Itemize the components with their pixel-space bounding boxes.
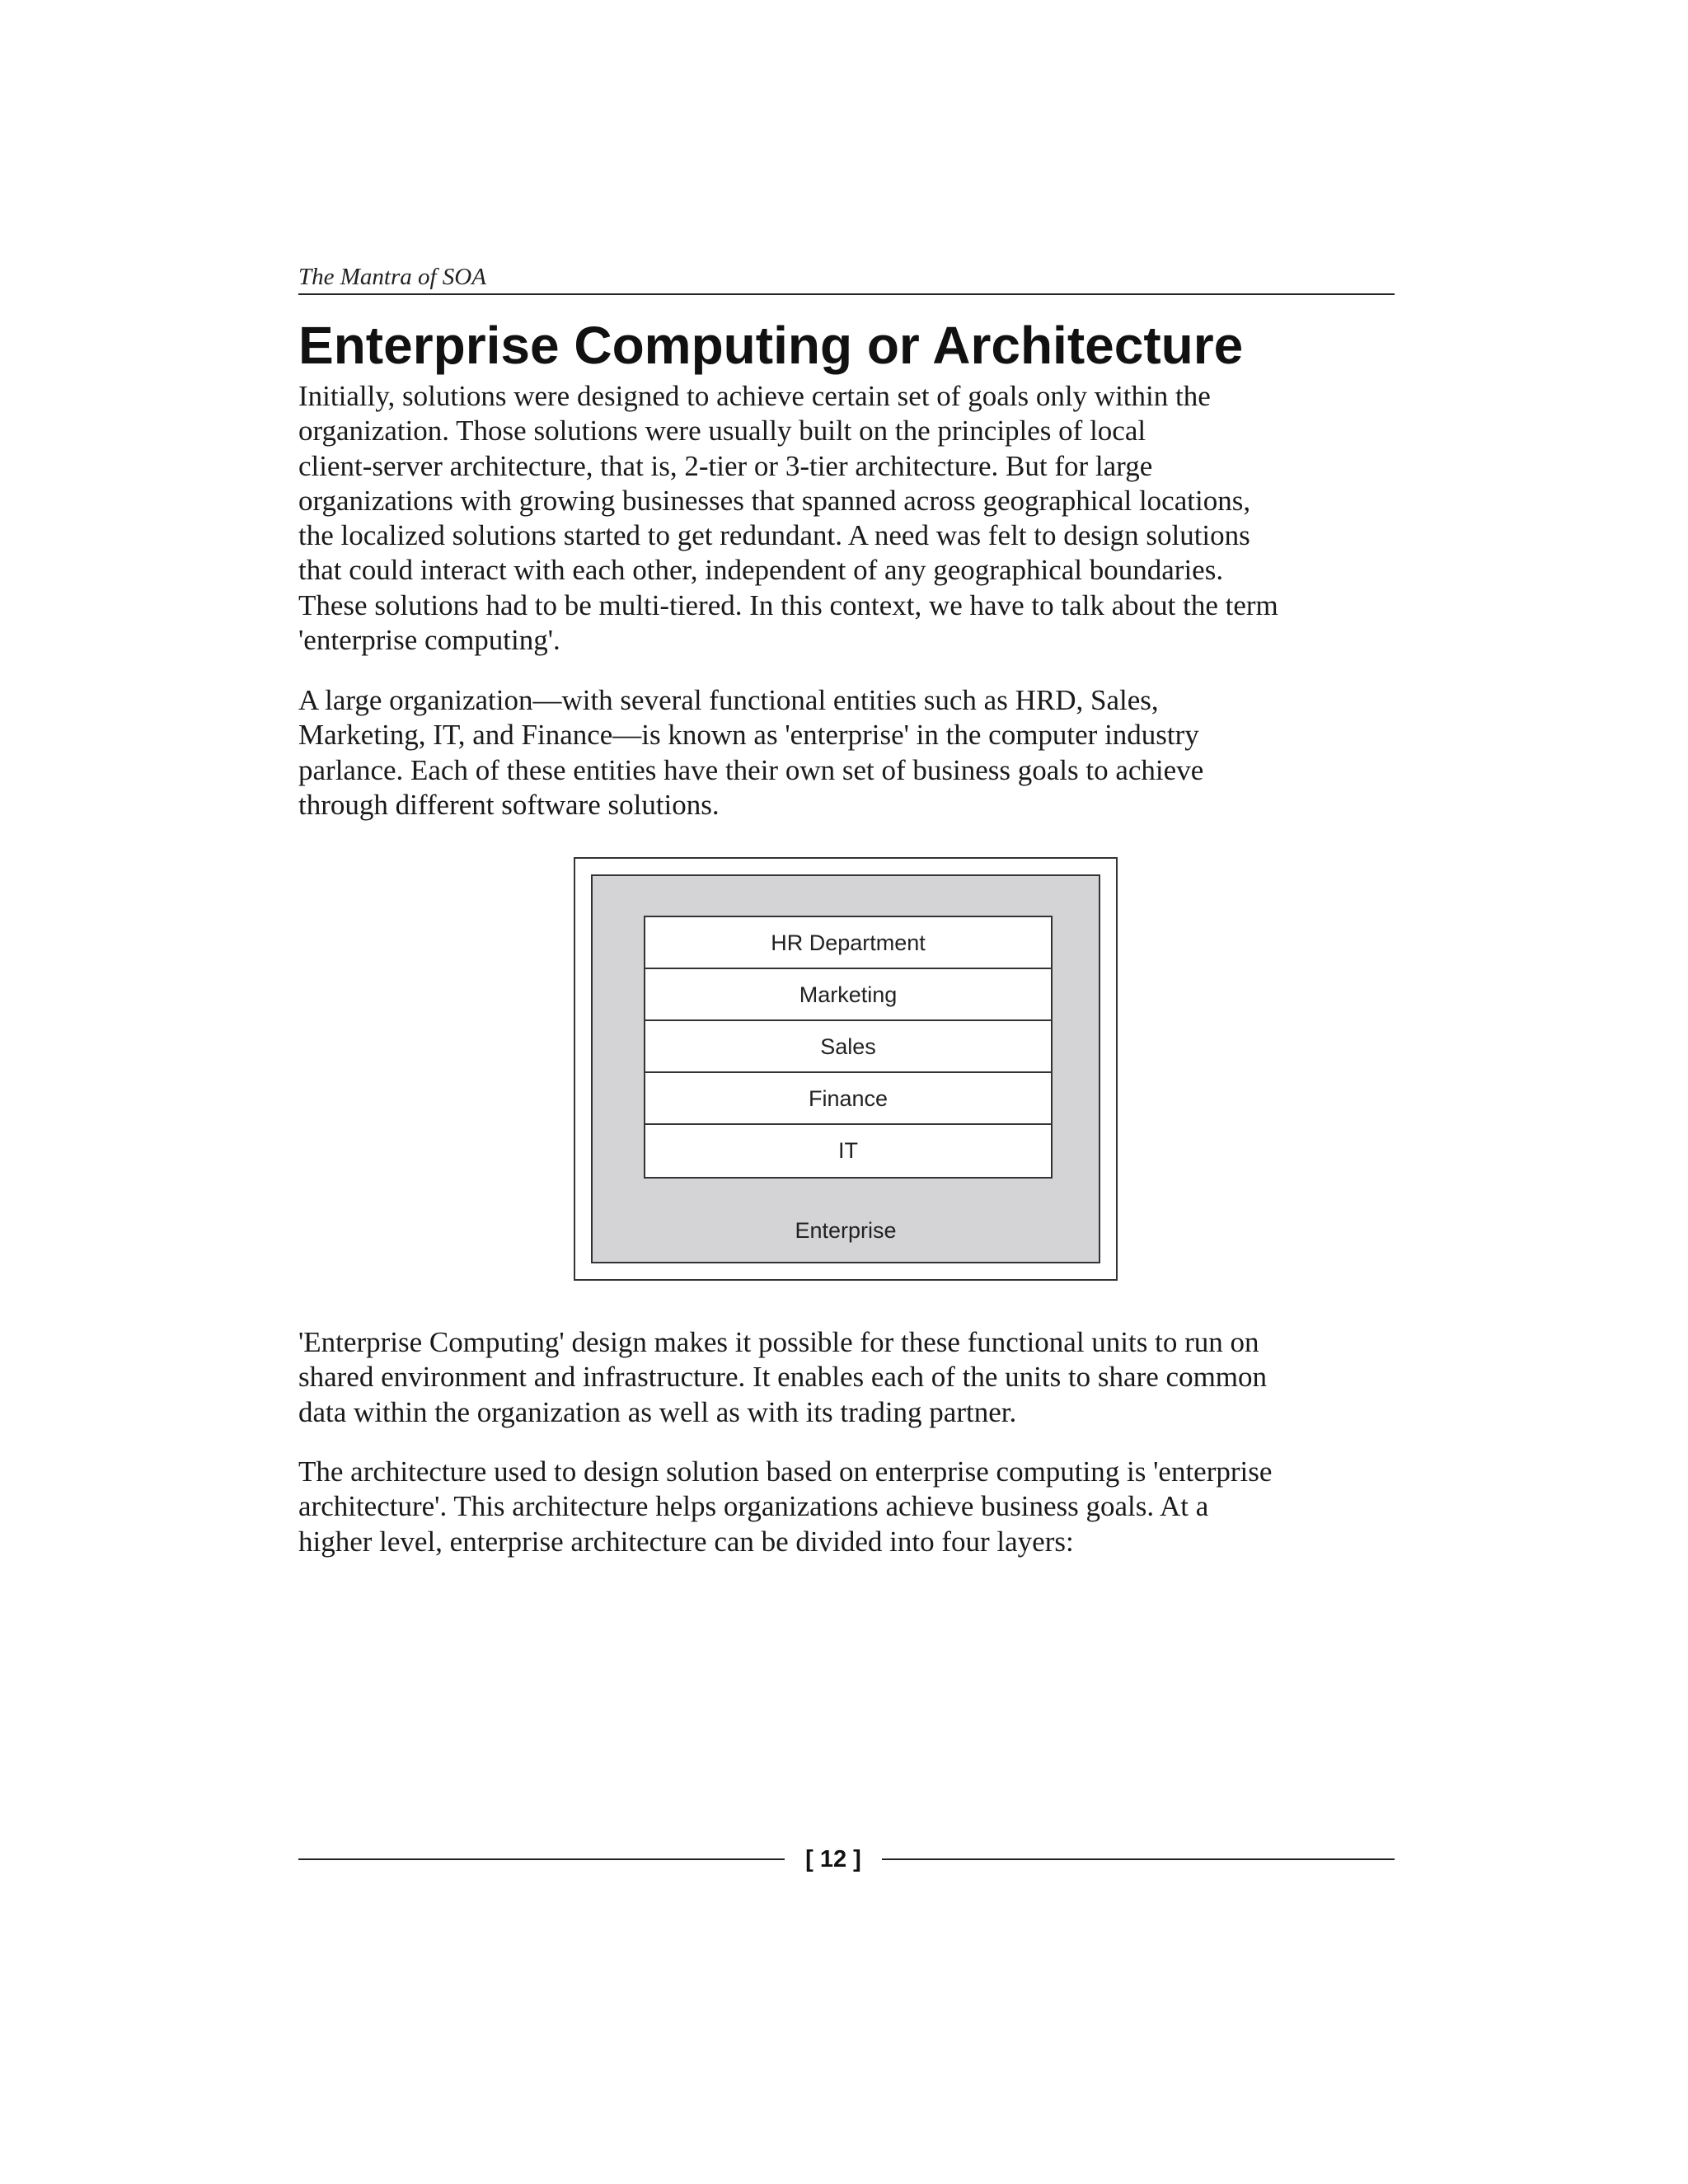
department-marketing: Marketing [645,969,1051,1021]
running-head: The Mantra of SOA [298,262,1395,295]
page-footer [298,1843,1395,1876]
page-number: [ 12 ] [805,1846,861,1872]
department-hr: HR Department [645,917,1051,969]
enterprise-diagram [574,857,1118,1281]
footer-rule-left [298,1858,785,1860]
department-finance: Finance [645,1073,1051,1125]
paragraph-enterprise-architecture: The architecture used to design solution based on enterprise computing is 'enterprise architecture'. This architecture helps organizations achieve business goals. At a higher level, enterprise architecture can be divided into four layers: [298,1455,1273,1558]
enterprise-label: Enterprise [795,1218,897,1243]
footer-rule-right [882,1858,1395,1860]
section-title: Enterprise Computing or Architecture [298,316,1244,375]
department-sales: Sales [645,1021,1051,1073]
department-stack [644,916,1053,1179]
paragraph-intro: Initially, solutions were designed to achieve certain set of goals only within the organization. Those solutions were usually built on the principles of local client-server architecture, that is, 2-tier or 3-tier architecture. But for large organizations with growing businesses that spanned across geographical locations, the localized solutions started to get redundant. A need was felt to design solutions that could interact with each other, independent of any geographical boundaries. These solutions had to be multi-tiered. In this context, we have to talk about the term 'enterprise computing'. [298,380,1278,657]
department-it: IT [838,1138,858,1163]
paragraph-enterprise-computing: 'Enterprise Computing' design makes it possible for these functional units to run on shared environment and infrastructure. It enables each of the units to share common data within the organization as well as with its trading partner. [298,1326,1268,1428]
paragraph-large-organization: A large organization—with several functional entities such as HRD, Sales, Marketing, IT, and Finance—is known as 'enterprise' in the computer industry parlance. Each of these entities have their own set of business goals to achieve through different software solutions. [298,684,1204,821]
book-page [298,0,1395,2184]
enterprise-container [591,874,1100,1263]
